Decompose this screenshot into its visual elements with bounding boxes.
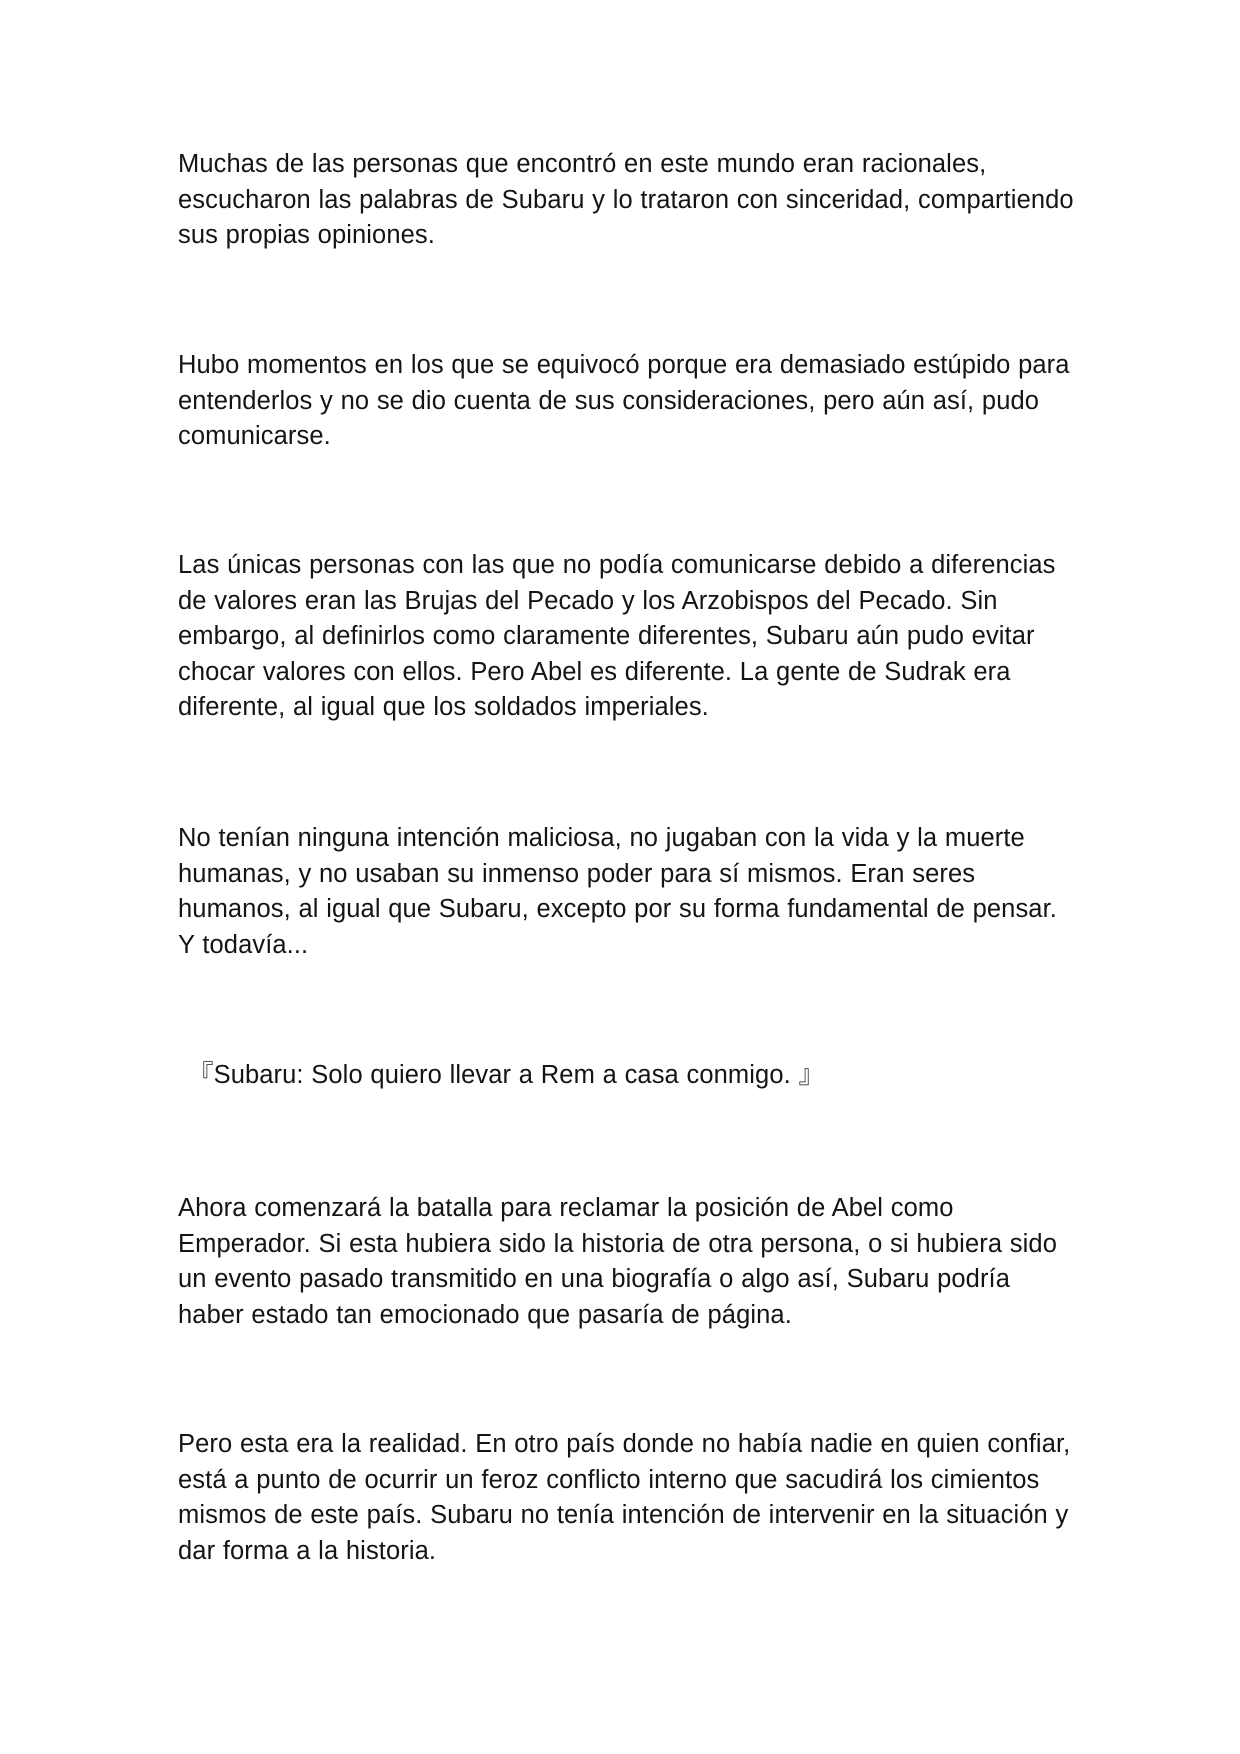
paragraph-7: Pero esta era la realidad. En otro país donde no había nadie en quien confiar, está a punto de ocurrir un feroz conflicto interno que sacudirá los cimientos mismos de este país. Subaru no tenía intención de intervenir en la situación y dar forma a la historia. <box>178 1430 1071 1565</box>
dialogue-line: 『Subaru: Solo quiero llevar a Rem a casa conmigo. 』 <box>188 1061 825 1089</box>
paragraph-6: Ahora comenzará la batalla para reclamar la posición de Abel como Emperador. Si esta hubiera sido la historia de otra persona, o si hubiera sido un evento pasado transmitido en una biografía o algo así, Subaru podría haber estado tan emocionado que pasaría de página. <box>178 1194 1057 1329</box>
paragraph-3: Las únicas personas con las que no podía comunicarse debido a diferencias de valores eran las Brujas del Pecado y los Arzobispos del Pecado. Sin embargo, al definirlos como claramente diferentes, Subaru aún pudo evitar chocar valores con ellos. Pero Abel es diferente. La gente de Sudrak era diferente, al igual que los soldados imperiales. <box>178 551 1056 722</box>
paragraph-4: No tenían ninguna intención maliciosa, no jugaban con la vida y la muerte humanas, y no usaban su inmenso poder para sí mismos. Eran seres humanos, al igual que Subaru, excepto por su forma fundamental de pensar. Y todavía... <box>178 824 1057 959</box>
paragraph-2: Hubo momentos en los que se equivocó porque era demasiado estúpido para entenderlos y no se dio cuenta de sus consideraciones, pero aún así, pudo comunicarse. <box>178 351 1070 451</box>
paragraph-1: Muchas de las personas que encontró en este mundo eran racionales, escucharon las palabras de Subaru y lo trataron con sinceridad, compartiendo sus propias opiniones. <box>178 150 1074 250</box>
